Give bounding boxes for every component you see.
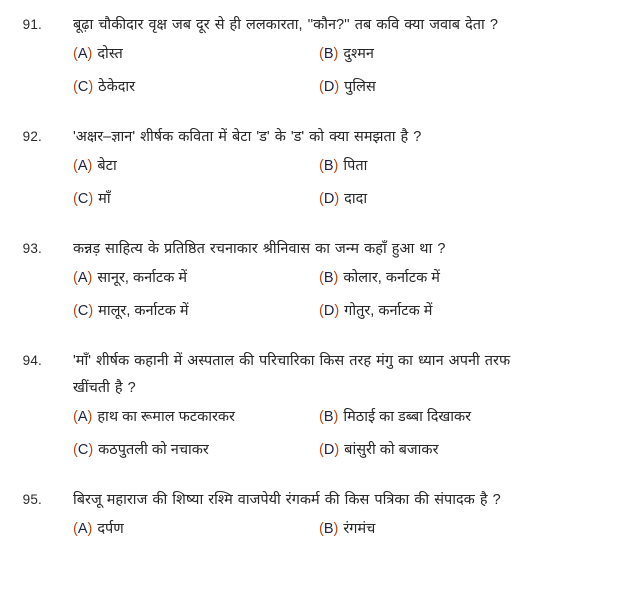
option-c-tag [73,438,93,462]
option-d-tag [319,299,339,323]
options-row [73,42,644,75]
option-d[interactable] [319,75,579,99]
option-paren-close: ) [334,442,340,458]
question-text-wrap [42,236,613,263]
option-d[interactable] [319,299,579,323]
option-b-text: दुश्मन [343,46,374,62]
options-row [73,154,644,187]
option-letter: A [77,158,88,174]
question-block-95 [0,487,644,550]
options-row [73,299,644,332]
option-paren-close: ) [87,270,93,286]
option-a-tag [73,154,92,178]
question-head [0,236,644,263]
option-letter: B [323,158,334,174]
option-c[interactable] [73,187,319,211]
option-b-text: रंगमंच [343,521,376,537]
option-paren-open: ( [73,191,78,207]
option-paren-open: ( [73,442,78,458]
options-row [73,438,644,471]
option-a-tag [73,517,92,541]
option-c-text: कठपुतली को नचाकर [98,442,209,458]
block-spacer [0,471,644,487]
option-d-tag [319,75,339,99]
options-grid [0,402,644,471]
option-paren-open: ( [73,270,78,286]
option-paren-close: ) [88,79,94,95]
option-a[interactable] [73,405,319,429]
option-d[interactable] [319,438,579,462]
option-paren-open: ( [319,442,324,458]
options-row [73,405,644,438]
option-c-tag [73,187,93,211]
option-paren-open: ( [319,191,324,207]
option-a-text: दर्पण [97,521,124,537]
option-a-text: दोस्त [97,46,123,62]
option-letter: B [323,521,334,537]
question-number: 92. [22,129,42,144]
question-text-line: कन्नड़ साहित्य के प्रतिष्ठित रचनाकार श्रीनिवास का जन्म कहाँ हुआ था ? [73,241,446,257]
options-grid [0,263,644,332]
option-a-text: हाथ का रूमाल फटकारकर [97,409,235,425]
block-spacer [0,108,644,124]
option-a-tag [73,42,92,66]
question-text-wrap [42,348,613,402]
options-grid [0,151,644,220]
option-letter: A [77,521,88,537]
option-paren-open: ( [319,409,324,425]
option-c[interactable] [73,299,319,323]
option-a[interactable] [73,517,319,541]
option-b-text: मिठाई का डब्बा दिखाकर [343,409,472,425]
options-row [73,75,644,108]
option-paren-open: ( [319,303,324,319]
option-b[interactable] [319,266,579,290]
option-letter: D [323,303,335,319]
option-c[interactable] [73,75,319,99]
option-c-text: मालूर, कर्नाटक में [98,303,189,319]
question-number: 95. [22,492,42,507]
question-text-line: 'अक्षर–ज्ञान' शीर्षक कविता में बेटा 'ड' के 'ड' को क्या समझता है ? [73,129,422,145]
option-c-text: माँ [98,191,111,207]
option-a[interactable] [73,266,319,290]
option-a[interactable] [73,154,319,178]
option-letter: B [323,46,334,62]
option-c-tag [73,75,93,99]
options-row [73,187,644,220]
option-paren-close: ) [333,521,339,537]
question-text-wrap [42,124,613,151]
option-letter: D [323,191,335,207]
option-letter: B [323,409,334,425]
option-paren-close: ) [87,46,93,62]
option-letter: A [77,409,88,425]
option-c-tag [73,299,93,323]
question-head [0,348,644,402]
option-a-tag [73,405,92,429]
option-b[interactable] [319,154,579,178]
options-row [73,266,644,299]
option-d-text: बांसुरी को बजाकर [344,442,439,458]
option-d-tag [319,438,339,462]
option-paren-open: ( [319,158,324,174]
option-b[interactable] [319,517,579,541]
question-head [0,124,644,151]
option-b-tag [319,266,338,290]
option-paren-close: ) [87,521,93,537]
option-paren-open: ( [73,521,78,537]
option-letter: A [77,270,88,286]
option-letter: C [77,303,89,319]
option-a-tag [73,266,92,290]
question-text-line: बूढ़ा चौकीदार वृक्ष जब दूर से ही ललकारता, ''कौन?'' तब कवि क्या जवाब देता ? [73,17,498,33]
option-d[interactable] [319,187,579,211]
option-b-tag [319,405,338,429]
option-paren-close: ) [334,191,340,207]
option-b-tag [319,517,338,541]
question-head [0,487,644,514]
option-b-tag [319,154,338,178]
option-a-text: सानूर, कर्नाटक में [97,270,188,286]
option-b[interactable] [319,42,579,66]
option-d-text: गोतुर, कर्नाटक में [344,303,433,319]
option-paren-open: ( [319,521,324,537]
options-grid [0,514,644,550]
question-block-93 [0,236,644,332]
option-letter: A [77,46,88,62]
option-paren-open: ( [319,79,324,95]
question-block-94 [0,348,644,471]
option-letter: C [77,191,89,207]
option-paren-close: ) [334,303,340,319]
option-d-tag [319,187,339,211]
option-a[interactable] [73,42,319,66]
question-text-line: खींचती है ? [73,380,136,396]
option-letter: B [323,270,334,286]
options-grid [0,39,644,108]
option-paren-open: ( [319,270,324,286]
option-paren-close: ) [333,270,339,286]
option-letter: D [323,79,335,95]
block-spacer [0,220,644,236]
question-number: 94. [22,353,42,368]
options-row [73,517,644,550]
option-letter: C [77,79,89,95]
option-b-text: कोलार, कर्नाटक में [343,270,440,286]
option-c-text: ठेकेदार [98,79,136,95]
option-paren-open: ( [73,158,78,174]
option-paren-close: ) [87,158,93,174]
option-paren-close: ) [88,442,94,458]
option-b-tag [319,42,338,66]
question-text-wrap [42,12,613,39]
question-block-92 [0,124,644,220]
option-c[interactable] [73,438,319,462]
option-paren-close: ) [333,158,339,174]
option-d-text: पुलिस [344,79,376,95]
option-b-text: पिता [343,158,368,174]
option-paren-close: ) [333,409,339,425]
option-b[interactable] [319,405,579,429]
option-paren-close: ) [334,79,340,95]
question-number: 93. [22,241,42,256]
block-spacer [0,332,644,348]
option-paren-open: ( [73,46,78,62]
option-paren-close: ) [333,46,339,62]
question-text-wrap [42,487,613,514]
option-a-text: बेटा [97,158,117,174]
option-paren-open: ( [73,303,78,319]
option-letter: C [77,442,89,458]
option-letter: D [323,442,335,458]
option-paren-close: ) [88,303,94,319]
question-block-91 [0,0,644,108]
option-paren-open: ( [73,79,78,95]
option-paren-open: ( [73,409,78,425]
question-head [0,12,644,39]
question-number: 91. [22,17,42,32]
question-text-line: 'माँ' शीर्षक कहानी में अस्पताल की परिचारिका किस तरह मंगु का ध्यान अपनी तरफ [73,353,511,369]
option-paren-open: ( [319,46,324,62]
question-text-line: बिरजू महाराज की शिष्या रश्मि वाजपेयी रंगकर्म की किस पत्रिका की संपादक है ? [73,492,501,508]
option-paren-close: ) [87,409,93,425]
option-d-text: दादा [344,191,368,207]
option-paren-close: ) [88,191,94,207]
